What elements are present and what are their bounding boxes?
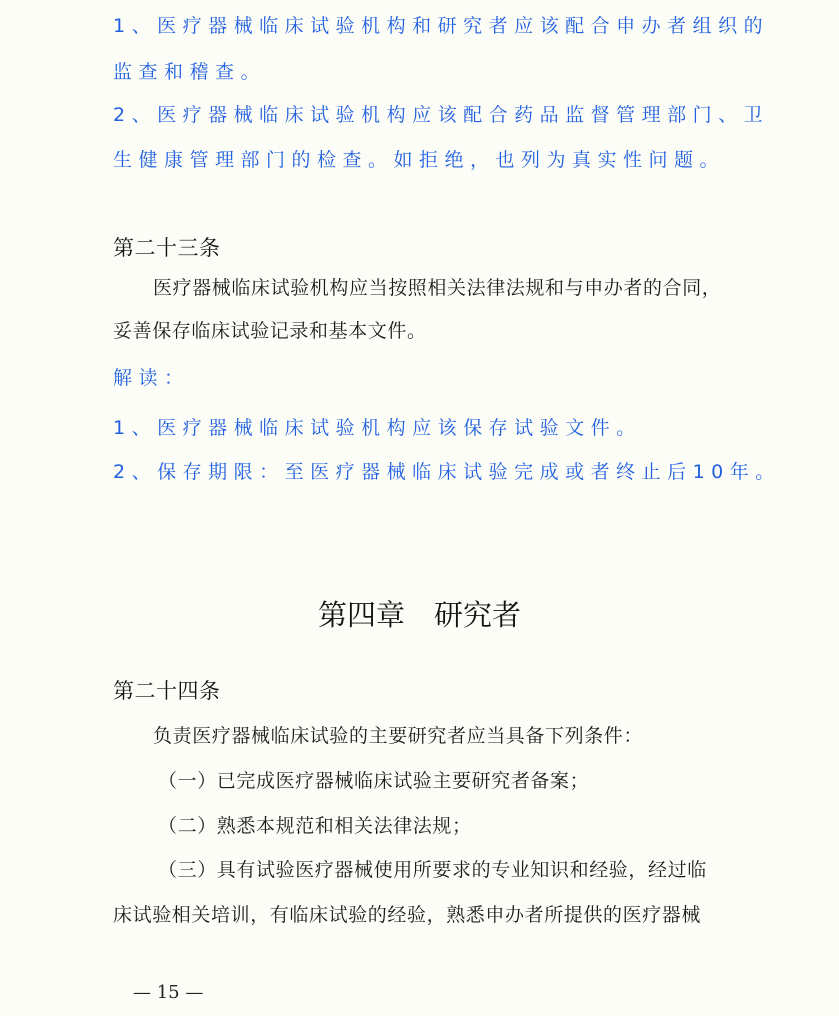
article-24-intro: 负责医疗器械临床试验的主要研究者应当具备下列条件： [153, 725, 644, 747]
article-23-text-line-2: 妥善保存临床试验记录和基本文件。 [113, 320, 427, 342]
interpretation-22-line-3: 2、医疗器械临床试验机构应该配合药品监督管理部门、卫 [113, 104, 770, 126]
interpretation-22-line-4: 生健康管理部门的检查。如拒绝，也列为真实性问题。 [113, 149, 726, 171]
article-23-text-line-1: 医疗器械临床试验机构应当按照相关法律法规和与申办者的合同， [153, 277, 722, 299]
article-24-item-1: （一）已完成医疗器械临床试验主要研究者备案； [158, 770, 590, 792]
interpretation-23-label: 解读： [113, 367, 190, 389]
article-24-item-3-line-2: 床试验相关培训，有临床试验的经验，熟悉申办者所提供的医疗器械 [113, 904, 702, 926]
article-24-item-2: （二）熟悉本规范和相关法律法规； [158, 815, 472, 837]
interpretation-23-line-1: 1、医疗器械临床试验机构应该保存试验文件。 [113, 417, 642, 439]
interpretation-22-line-2: 监查和稽查。 [113, 61, 267, 83]
article-24-item-3-line-1: （三）具有试验医疗器械使用所要求的专业知识和经验，经过临 [158, 859, 707, 881]
page-number: — 15 — [133, 982, 204, 1003]
interpretation-22-line-1: 1、医疗器械临床试验机构和研究者应该配合申办者组织的 [113, 15, 770, 37]
article-24-title: 第二十四条 [113, 679, 221, 703]
article-23-title: 第二十三条 [113, 236, 221, 260]
chapter-title: 第四章 研究者 [317, 598, 521, 632]
interpretation-23-line-2: 2、保存期限：至医疗器械临床试验完成或者终止后10年。 [113, 461, 781, 483]
